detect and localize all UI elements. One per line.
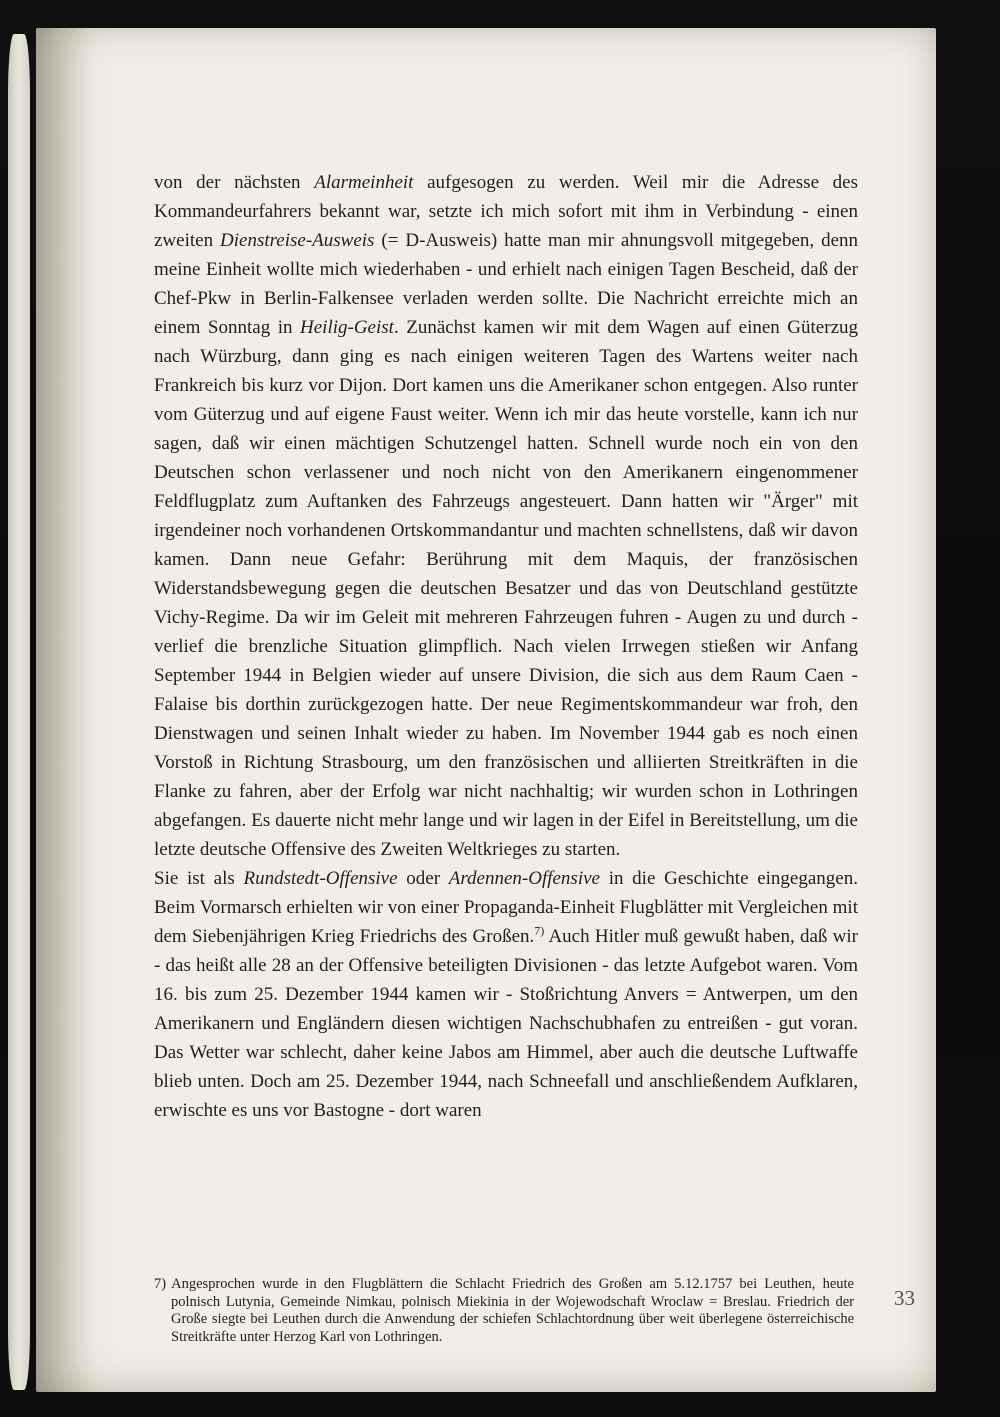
page-number: 33 [894, 1286, 915, 1310]
footnote-text: Angesprochen wurde in den Flugblättern die Schlacht Friedrich des Großen am 5.12.1757 bei Leuthen, heute polnisch Lutynia, Gemeinde Nimkau, polnisch Miekinia in der Wojewodschaft Wroclaw = Breslau. Friedrich der Große siegte bei Leuthen durch die Anwendung der schiefen Schlachtordnung über weit überlegene österreichische Streitkräfte unter Herzog Karl von Lothringen. [171, 1276, 854, 1345]
text-segment: (= D-Ausweis) hatte man mir ahnungsvoll mitgegeben, denn meine Einheit wollte mich wiederhaben - und erhielt nach einigen Tagen Bescheid, daß der Chef-Pkw in Berlin-Falkensee verladen werden sollte. Die Nachricht erreichte mich an einem Sonntag in [154, 230, 858, 338]
book-page [36, 28, 936, 1392]
text-block [154, 168, 858, 1125]
text-segment: . Zunächst kamen wir mit dem Wagen auf einen Güterzug nach Würzburg, dann ging es nach einigen weiteren Tagen des Wartens weiter nach Frankreich bis kurz vor Dijon. Dort kamen uns die Amerikaner schon entgegen. Also runter vom Güterzug und auf eigene Faust weiter. Wenn ich mir das heute vorstelle, kann ich nur sagen, daß wir einen mächtigen Schutzengel hatten. Schnell wurde noch ein von den Deutschen schon verlassener und noch nicht von den Amerikanern eingenommener Feldflugplatz zum Auftanken des Fahrzeugs angesteuert. Dann hatten wir "Ärger" mit irgendeiner noch vorhandenen Ortskommandantur und machten schnellstens, daß wir davon kamen. Dann neue Gefahr: Berührung mit dem Maquis, der französischen Widerstandsbewegung gegen die deutschen Besatzer und das von Deutschland gestützte Vichy-Regime. Da wir im Geleit mit mehreren Fahrzeugen fuhren - Augen zu und durch - verlief die brenzliche Situation glimpflich. Nach vielen Irrwegen stießen wir Anfang September 1944 in Belgien wieder auf unsere Division, die sich aus dem Raum Caen - Falaise bis dorthin zurückgezogen hatte. Der neue Regimentskommandeur war froh, den Dienstwagen und seinen Inhalt wieder zu haben. Im November 1944 gab es noch einen Vorstoß in Richtung Strasbourg, um den französischen und alliierten Streitkräften in die Flanke zu fahren, aber der Erfolg war nicht nachhaltig; wir wurden schon in Lothringen abgefangen. Es dauerte nicht mehr lange und wir lagen in der Eifel in Bereitstellung, um die letzte deutsche Offensive des Zweiten Weltkrieges zu starten. [154, 317, 858, 860]
text-segment: Auch Hitler muß gewußt haben, daß wir - das heißt alle 28 an der Offensive beteiligten Divisionen - das letzte Aufgebot waren. Vom 16. bis zum 25. Dezember 1944 kamen wir - Stoßrichtung Anvers = Antwerpen, um den Amerikanern und Engländern diesen wichtigen Nachschubhafen zu entreißen - gut voran. Das Wetter war schlecht, daher keine Jabos am Himmel, aber auch die deutsche Luftwaffe blieb unten. Doch am 25. Dezember 1944, nach Schneefall und anschließendem Aufklaren, erwischte es uns vor Bastogne - dort waren [154, 926, 858, 1121]
italic-text-segment: Ardennen-Offensive [448, 868, 600, 889]
italic-text-segment: Alarmeinheit [314, 172, 414, 193]
italic-text-segment: Dienstreise-Ausweis [220, 230, 375, 251]
italic-text-segment: Rundstedt-Offensive [243, 868, 398, 889]
footnote-marker: 7) [154, 1276, 167, 1292]
text-segment: oder [397, 868, 449, 889]
text-segment: Sie ist als [154, 868, 244, 889]
paragraph [154, 864, 858, 1125]
italic-text-segment: Heilig-Geist [300, 317, 394, 338]
text-segment: in die Geschichte eingegangen. Beim Vormarsch erhielten wir von einer Propaganda-Einheit Flugblätter mit Vergleichen mit dem Siebenjährigen Krieg Friedrichs des Großen. [154, 868, 858, 947]
paragraph [154, 168, 858, 864]
text-segment: aufgesogen zu werden. Weil mir die Adresse des Kommandeurfahrers bekannt war, setzte ich mich sofort mit ihm in Verbindung - einen zweiten [154, 172, 858, 251]
binding-shadow [36, 28, 94, 1392]
footnote [154, 1276, 854, 1346]
footnote-reference: 7) [534, 923, 545, 938]
text-segment: von der nächsten [154, 172, 315, 193]
adjacent-page-edge [8, 34, 30, 1390]
